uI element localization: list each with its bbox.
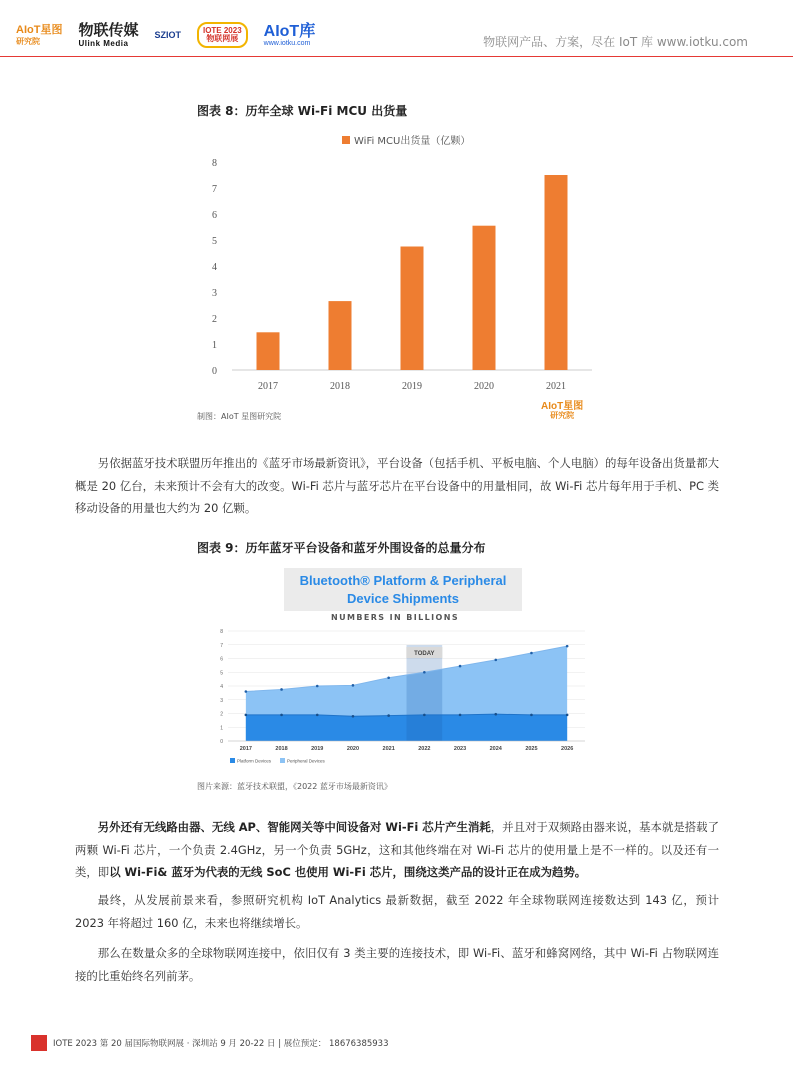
figure-8-title: 图表 8：历年全球 Wi-Fi MCU 出货量 (197, 104, 408, 118)
ulink-media-logo (78, 23, 138, 48)
platform-point-2017 (245, 714, 248, 717)
y-tick-label: 3 (220, 697, 223, 704)
bar-2020 (473, 226, 496, 370)
footer-text: IOTE 2023 第 20 届国际物联网展 · 深圳站 9 月 20-22 日 | 展位预定： 18676385933 (53, 1039, 389, 1049)
x-tick-label: 2020 (346, 746, 360, 752)
chart-banner (284, 568, 522, 611)
wifi-mcu-chart-svg (197, 128, 617, 413)
platform-point-2021 (387, 714, 390, 717)
legend-swatch-peripheral (280, 758, 285, 763)
y-tick-label: 0 (212, 366, 217, 377)
paragraph-router-consumption (75, 816, 719, 884)
total-point-2018 (280, 688, 283, 691)
sziot-logo (154, 31, 181, 40)
aiot-ku-logo-text: AIoT库 (263, 22, 316, 40)
y-tick-label: 7 (220, 642, 223, 649)
x-tick-label: 2021 (382, 746, 395, 752)
footer-accent-block (31, 1035, 47, 1051)
x-tick-label: 2017 (239, 746, 252, 752)
wifi-mcu-bar-chart (197, 128, 617, 413)
today-highlight-band (407, 645, 443, 741)
platform-point-2024 (494, 713, 497, 716)
chart-subtitle: NUMBERS IN BILLIONS (331, 613, 459, 622)
ulink-logo-sub: Ulink Media (78, 38, 129, 48)
aiot-research-logo (16, 25, 62, 46)
bluetooth-area-chart-svg (200, 625, 590, 773)
x-tick-label: 2019 (311, 746, 324, 752)
figure-8-source: 制图：AIoT 星图研究院 (197, 412, 282, 421)
y-tick-label: 6 (220, 656, 223, 663)
paragraph-iot-connections: 最终，从发展前景来看，参照研究机构 IoT Analytics 最新数据，截至 2022 年全球物联网连接数达到 143 亿，预计 2023 年将超过 160 亿，未来也将继续增长。 (75, 893, 719, 930)
total-point-2024 (494, 659, 497, 662)
x-tick-label: 2023 (453, 746, 467, 752)
x-tick-label: 2019 (402, 381, 422, 392)
y-tick-label: 0 (220, 739, 223, 745)
y-tick-label: 6 (212, 210, 217, 221)
aiot-logo-sub: 研究院 (16, 36, 40, 46)
header-divider (0, 56, 793, 57)
chart-banner-line1: Bluetooth® Platform & Peripheral (299, 573, 507, 588)
platform-point-2018 (280, 714, 283, 717)
x-tick-label: 2026 (561, 746, 574, 752)
x-tick-label: 2020 (474, 381, 494, 392)
platform-point-2026 (566, 714, 569, 717)
y-tick-label: 7 (212, 184, 217, 195)
chart-banner-line2: Device Shipments (347, 591, 459, 606)
total-point-2026 (566, 645, 569, 648)
total-point-2020 (352, 684, 355, 687)
platform-point-2019 (316, 714, 319, 717)
x-tick-label: 2022 (418, 746, 431, 752)
legend-label: WiFi MCU出货量（亿颗） (354, 136, 471, 147)
aiot-ku-url: www.iotku.com (263, 39, 311, 47)
platform-point-2023 (459, 714, 462, 717)
x-tick-label: 2021 (546, 381, 566, 392)
figure-8-source-logo (541, 402, 583, 420)
paragraph2-text-1: ，并且对于双频路由器来说，基本就是搭载了两颗 Wi-Fi 芯片，一个负责 2.4GHz，另一个负责 5GHz，这和其他终端在对 Wi-Fi 芯片的使用量上是不一样的。以及还有一类，即 (75, 820, 719, 879)
legend-swatch (342, 136, 350, 144)
y-tick-label: 5 (220, 670, 223, 677)
page-header (0, 0, 793, 58)
today-label: TODAY (414, 651, 435, 657)
source-logo-text: AIoT星图 (541, 401, 584, 412)
total-point-2019 (316, 685, 319, 688)
bar-2021 (545, 175, 568, 370)
aiot-ku-logo (264, 24, 316, 47)
platform-point-2020 (352, 715, 355, 718)
legend-label-peripheral: Peripheral Devices (287, 758, 325, 764)
y-tick-label: 2 (220, 711, 223, 718)
sziot-logo-text: SZIOT (154, 29, 181, 40)
bar-2017 (257, 332, 280, 370)
ulink-logo-text: 物联传媒 (78, 21, 139, 39)
y-tick-label: 4 (220, 684, 223, 690)
paragraph2-bold-2: 以 Wi-Fi& 蓝牙为代表的无线 SoC 也使用 Wi-Fi 芯片，围绕这类产品的设计正在成为趋势。 (109, 865, 587, 879)
y-tick-label: 3 (212, 288, 217, 299)
source-logo-sub: 研究院 (550, 411, 575, 420)
x-tick-label: 2018 (275, 746, 288, 752)
y-tick-label: 8 (212, 158, 217, 169)
platform-point-2022 (423, 714, 426, 717)
legend-swatch-platform (230, 758, 235, 763)
paragraph-bluetooth-market: 另依据蓝牙技术联盟历年推出的《蓝牙市场最新资讯》，平台设备（包括手机、平板电脑、个人电脑）的每年设备出货量都大概是 20 亿台，未来预计不会有大的改变。Wi-Fi 芯片与蓝牙芯片在平台设备中的用量相同，故 Wi-Fi 芯片每年用于手机、PC 类移动设备的用量也大约为 20 亿颗。 (75, 456, 719, 515)
y-tick-label: 4 (212, 262, 217, 273)
x-tick-label: 2017 (258, 381, 278, 392)
iote-logo (197, 22, 248, 48)
aiot-logo-text: AIoT星图 (16, 23, 63, 36)
total-point-2025 (530, 652, 533, 655)
figure-9-source: 图片来源：蓝牙技术联盟，《2022 蓝牙市场最新资讯》 (197, 782, 392, 791)
y-tick-label: 2 (212, 314, 217, 325)
x-tick-label: 2024 (489, 746, 502, 752)
x-tick-label: 2018 (330, 381, 350, 392)
figure-9-title: 图表 9：历年蓝牙平台设备和蓝牙外围设备的总量分布 (197, 541, 486, 555)
total-point-2017 (245, 690, 248, 693)
total-point-2022 (423, 671, 426, 674)
header-slogan: 物联网产品、方案，尽在 IoT 库 www.iotku.com (483, 35, 748, 49)
platform-point-2025 (530, 714, 533, 717)
y-tick-label: 5 (212, 236, 217, 247)
x-tick-label: 2025 (525, 746, 538, 752)
y-tick-label: 1 (212, 340, 217, 351)
y-tick-label: 8 (220, 629, 223, 635)
iote-logo-sub: 物联网展 (206, 34, 239, 43)
header-logos (16, 22, 331, 48)
total-point-2021 (387, 676, 390, 679)
page-footer (31, 1035, 389, 1051)
paragraph-connection-tech: 那么在数量众多的全球物联网连接中，依旧仅有 3 类主要的连接技术，即 Wi-Fi、蓝牙和蜂窝网络，其中 Wi-Fi 占物联网连接的比重始终名列前茅。 (75, 946, 719, 983)
bar-2019 (401, 247, 424, 371)
y-tick-label: 1 (220, 725, 223, 732)
legend-label-platform: Platform Devices (237, 758, 272, 764)
total-point-2023 (459, 665, 462, 668)
bar-2018 (329, 301, 352, 370)
paragraph2-bold-1: 另外还有无线路由器、无线 AP、智能网关等中间设备对 Wi-Fi 芯片产生消耗 (97, 820, 491, 834)
iote-logo-text: IOTE 2023 (202, 26, 242, 35)
bluetooth-shipments-chart (200, 563, 590, 773)
